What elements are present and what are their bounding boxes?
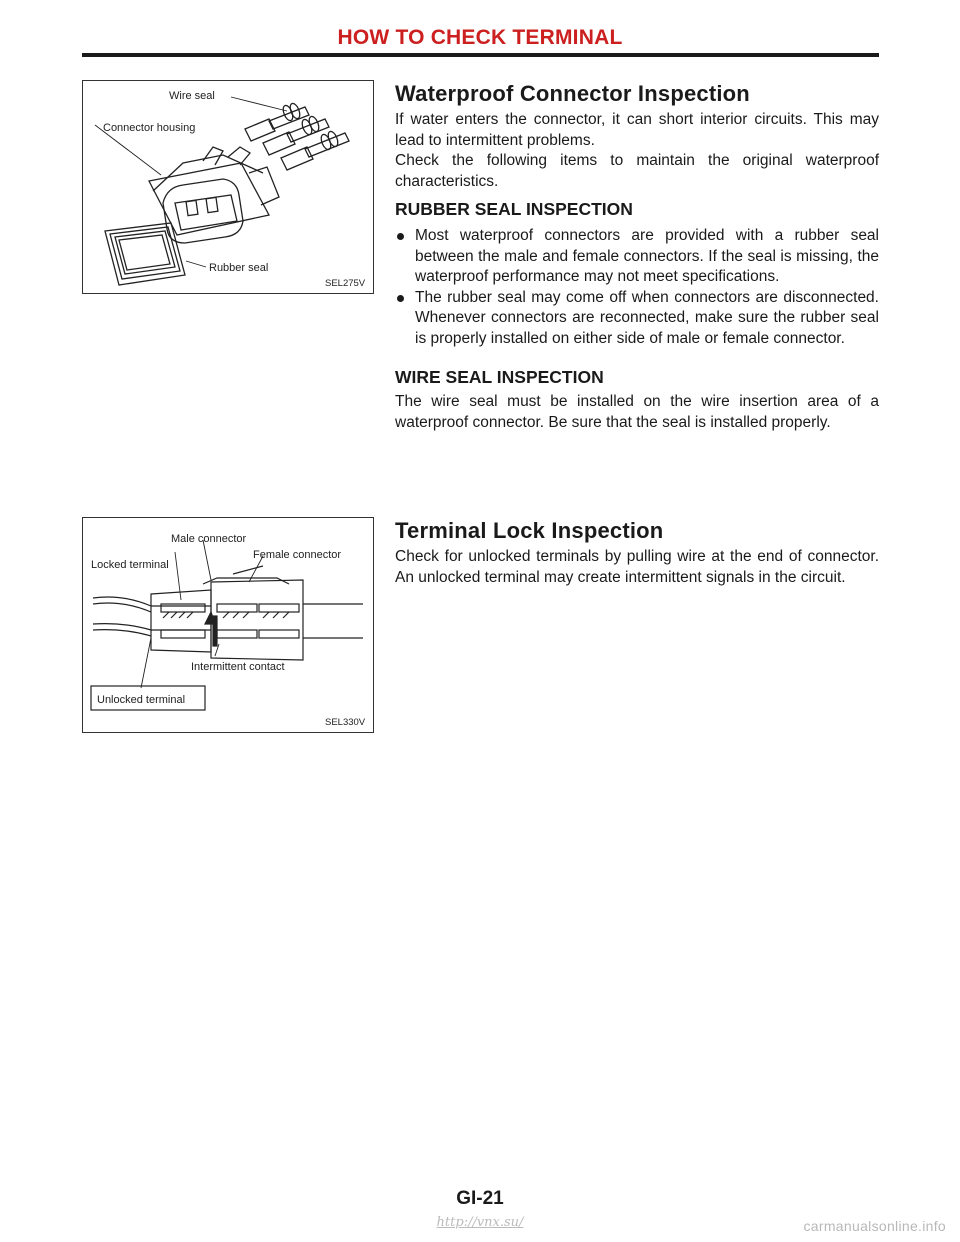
label-female-connector: Female connector xyxy=(253,549,342,561)
subsection-title-wire-seal: WIRE SEAL INSPECTION xyxy=(395,367,604,387)
figure-code: SEL330V xyxy=(325,717,366,728)
bullet-icon xyxy=(397,295,404,302)
connector-illustration xyxy=(83,81,373,293)
subsection-title-rubber-seal: RUBBER SEAL INSPECTION xyxy=(395,199,633,219)
page-header-title: HOW TO CHECK TERMINAL xyxy=(337,26,623,49)
list-item xyxy=(395,288,879,350)
figure-terminal-lock xyxy=(82,517,374,733)
footer-link[interactable]: http://vnx.su/ xyxy=(436,1215,524,1230)
figure-waterproof-connector xyxy=(82,80,374,294)
label-rubber-seal: Rubber seal xyxy=(209,262,269,274)
rubber-seal-list xyxy=(395,226,879,349)
paragraph: Check the following items to maintain the original waterproof characteristics. xyxy=(395,152,879,190)
terminal-lock-illustration xyxy=(83,518,373,732)
section-title-waterproof: Waterproof Connector Inspection xyxy=(395,81,750,106)
list-item-text: Most waterproof connectors are provided with a rubber seal between the male and female connectors. If the seal is missing, the waterproof performance may not meet specifications. xyxy=(415,227,879,285)
label-connector-housing: Connector housing xyxy=(103,122,196,134)
label-unlocked-terminal: Unlocked terminal xyxy=(97,694,186,706)
list-item xyxy=(395,226,879,288)
label-locked-terminal: Locked terminal xyxy=(91,559,169,571)
section-body-waterproof xyxy=(395,110,879,192)
bullet-icon xyxy=(397,233,404,240)
paragraph: If water enters the connector, it can short interior circuits. This may lead to intermittent problems. xyxy=(395,111,879,149)
paragraph: Check for unlocked terminals by pulling wire at the end of connector. An unlocked terminal may create intermittent signals in the circuit. xyxy=(395,548,879,586)
watermark: carmanualsonline.info xyxy=(803,1218,946,1234)
page-number: GI-21 xyxy=(456,1188,504,1209)
list-item-text: The rubber seal may come off when connectors are disconnected. Whenever connectors are reconnected, make sure the rubber seal is properly installed on either side of male or female connector. xyxy=(415,288,879,347)
paragraph: The wire seal must be installed on the wire insertion area of a waterproof connector. Be sure that the seal is installed properly. xyxy=(395,393,879,431)
header-rule xyxy=(82,53,879,57)
label-intermittent-contact: Intermittent contact xyxy=(191,661,285,673)
section-title-terminal-lock: Terminal Lock Inspection xyxy=(395,518,664,543)
label-wire-seal: Wire seal xyxy=(169,90,215,102)
figure-code: SEL275V xyxy=(325,278,366,289)
label-male-connector: Male connector xyxy=(171,533,247,545)
